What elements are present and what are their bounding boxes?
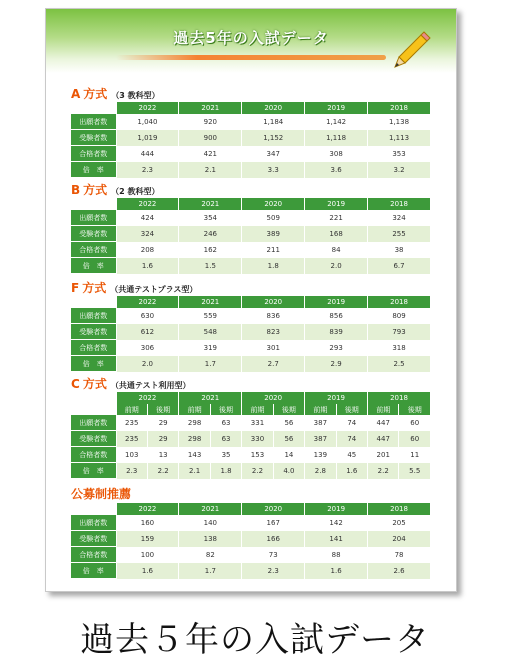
row-label: 受験者数: [71, 324, 116, 340]
value-cell: 2.3: [116, 463, 147, 479]
value-cell: 211: [242, 242, 305, 258]
value-cell: 35: [210, 447, 241, 463]
row-label: 受験者数: [71, 431, 116, 447]
value-cell: 324: [116, 226, 179, 242]
section-b-title: [71, 181, 160, 198]
year-cell: 2022: [116, 392, 179, 404]
value-cell: 3.6: [305, 162, 368, 178]
value-cell: 73: [242, 547, 305, 563]
value-cell: 45: [336, 447, 367, 463]
value-cell: 1.7: [179, 563, 242, 579]
year-cell: 2022: [116, 198, 179, 210]
row-label: 倍 率: [71, 258, 116, 274]
value-cell: 1,019: [116, 130, 179, 146]
value-cell: 2.0: [116, 356, 179, 372]
value-cell: 1,113: [368, 130, 431, 146]
value-cell: 330: [242, 431, 273, 447]
section-recommendation-title: [71, 485, 131, 502]
value-cell: 63: [210, 431, 241, 447]
row-label: 倍 率: [71, 162, 116, 178]
value-cell: 389: [242, 226, 305, 242]
value-cell: 246: [179, 226, 242, 242]
value-cell: 1.6: [336, 463, 367, 479]
section-subtitle: （2 教科型）: [111, 187, 160, 196]
section-c-table: [71, 392, 431, 479]
value-cell: 354: [179, 210, 242, 226]
value-cell: 793: [368, 324, 431, 340]
value-cell: 103: [116, 447, 147, 463]
section-letter: C: [71, 377, 80, 391]
section-c-title: [71, 375, 191, 392]
banner-title: 過去5年の入試データ: [173, 29, 329, 47]
table-row: [71, 431, 431, 447]
row-label: 合格者数: [71, 340, 116, 356]
table-row: [71, 463, 431, 479]
table-row: [71, 447, 431, 463]
value-cell: 1,152: [242, 130, 305, 146]
period-cell: 前期: [368, 404, 399, 415]
section-f-table: [71, 296, 431, 372]
value-cell: 3.2: [368, 162, 431, 178]
value-cell: 205: [368, 515, 431, 531]
year-cell: 2022: [116, 296, 179, 308]
value-cell: 78: [368, 547, 431, 563]
value-cell: 839: [305, 324, 368, 340]
section-letter: B: [71, 183, 81, 197]
value-cell: 319: [179, 340, 242, 356]
section-name: 方式: [83, 183, 108, 197]
year-header-row: [71, 102, 431, 114]
year-cell: 2020: [242, 392, 305, 404]
value-cell: 509: [242, 210, 305, 226]
value-cell: 142: [305, 515, 368, 531]
value-cell: 56: [273, 415, 304, 431]
value-cell: 6.7: [368, 258, 431, 274]
year-cell: 2018: [368, 503, 431, 515]
table-row: [71, 242, 431, 258]
value-cell: 1,040: [116, 114, 179, 130]
table-row: [71, 162, 431, 178]
value-cell: 1,184: [242, 114, 305, 130]
section-a-title: [71, 85, 160, 102]
value-cell: 1,142: [305, 114, 368, 130]
value-cell: 1.5: [179, 258, 242, 274]
section-name: 公募制推薦: [71, 487, 132, 501]
value-cell: 308: [305, 146, 368, 162]
value-cell: 14: [273, 447, 304, 463]
value-cell: 387: [305, 415, 336, 431]
section-subtitle: （共通テスト利用型）: [110, 381, 191, 390]
table-row: [71, 515, 431, 531]
year-cell: 2019: [305, 102, 368, 114]
value-cell: 74: [336, 415, 367, 431]
value-cell: 548: [179, 324, 242, 340]
year-cell: 2020: [242, 102, 305, 114]
row-label: 出願者数: [71, 308, 116, 324]
section-f-title: [71, 279, 197, 296]
section-a-table: [71, 102, 431, 178]
value-cell: 444: [116, 146, 179, 162]
value-cell: 38: [368, 242, 431, 258]
value-cell: 447: [368, 415, 399, 431]
period-cell: 前期: [116, 404, 147, 415]
section-subtitle: （共通テストプラス型）: [110, 285, 198, 294]
value-cell: 298: [179, 431, 210, 447]
value-cell: 160: [116, 515, 179, 531]
value-cell: 168: [305, 226, 368, 242]
value-cell: 4.0: [273, 463, 304, 479]
value-cell: 2.3: [116, 162, 179, 178]
table-row: [71, 146, 431, 162]
value-cell: 208: [116, 242, 179, 258]
year-cell: 2019: [305, 392, 368, 404]
value-cell: 353: [368, 146, 431, 162]
value-cell: 2.7: [242, 356, 305, 372]
year-cell: 2018: [368, 392, 431, 404]
value-cell: 298: [179, 415, 210, 431]
document-sheet: [45, 8, 457, 592]
value-cell: 201: [368, 447, 399, 463]
value-cell: 347: [242, 146, 305, 162]
value-cell: 60: [399, 415, 431, 431]
value-cell: 63: [210, 415, 241, 431]
value-cell: 630: [116, 308, 179, 324]
value-cell: 1,118: [305, 130, 368, 146]
value-cell: 823: [242, 324, 305, 340]
section-name: 方式: [82, 281, 107, 295]
value-cell: 1.7: [179, 356, 242, 372]
year-cell: 2019: [305, 198, 368, 210]
period-cell: 前期: [242, 404, 273, 415]
value-cell: 1.6: [116, 563, 179, 579]
value-cell: 2.6: [368, 563, 431, 579]
value-cell: 235: [116, 415, 147, 431]
section-recommendation-table: [71, 503, 431, 579]
value-cell: 2.2: [147, 463, 178, 479]
title-banner: [46, 9, 456, 73]
row-label: 出願者数: [71, 210, 116, 226]
value-cell: 82: [179, 547, 242, 563]
value-cell: 2.2: [242, 463, 273, 479]
table-row: [71, 563, 431, 579]
year-header-row: [71, 392, 431, 404]
value-cell: 421: [179, 146, 242, 162]
value-cell: 221: [305, 210, 368, 226]
value-cell: 166: [242, 531, 305, 547]
value-cell: 809: [368, 308, 431, 324]
value-cell: 559: [179, 308, 242, 324]
year-cell: 2020: [242, 503, 305, 515]
row-label: 出願者数: [71, 515, 116, 531]
period-cell: 後期: [336, 404, 367, 415]
value-cell: 60: [399, 431, 431, 447]
period-cell: 後期: [399, 404, 431, 415]
value-cell: 141: [305, 531, 368, 547]
section-letter: A: [71, 87, 81, 101]
value-cell: 306: [116, 340, 179, 356]
period-cell: 後期: [273, 404, 304, 415]
period-cell: 前期: [305, 404, 336, 415]
year-cell: 2018: [368, 198, 431, 210]
year-cell: 2021: [179, 296, 242, 308]
row-label: 合格者数: [71, 146, 116, 162]
value-cell: 3.3: [242, 162, 305, 178]
table-row: [71, 324, 431, 340]
value-cell: 836: [242, 308, 305, 324]
value-cell: 2.1: [179, 463, 210, 479]
row-label: 合格者数: [71, 242, 116, 258]
row-label: 倍 率: [71, 356, 116, 372]
row-label: 受験者数: [71, 226, 116, 242]
value-cell: 13: [147, 447, 178, 463]
value-cell: 318: [368, 340, 431, 356]
row-label: 合格者数: [71, 447, 116, 463]
value-cell: 612: [116, 324, 179, 340]
year-cell: 2021: [179, 503, 242, 515]
value-cell: 84: [305, 242, 368, 258]
period-cell: 後期: [210, 404, 241, 415]
table-row: [71, 114, 431, 130]
row-label: 合格者数: [71, 547, 116, 563]
row-label: 倍 率: [71, 463, 116, 479]
value-cell: 255: [368, 226, 431, 242]
table-row: [71, 340, 431, 356]
pencil-icon: [391, 27, 433, 69]
table-row: [71, 547, 431, 563]
value-cell: 2.3: [242, 563, 305, 579]
value-cell: 387: [305, 431, 336, 447]
value-cell: 2.8: [305, 463, 336, 479]
table-row: [71, 531, 431, 547]
value-cell: 301: [242, 340, 305, 356]
section-name: 方式: [82, 377, 107, 391]
value-cell: 29: [147, 415, 178, 431]
year-cell: 2018: [368, 102, 431, 114]
year-cell: 2022: [116, 503, 179, 515]
row-label: 受験者数: [71, 531, 116, 547]
value-cell: 88: [305, 547, 368, 563]
year-header-row: [71, 503, 431, 515]
table-row: [71, 226, 431, 242]
row-label: 出願者数: [71, 415, 116, 431]
value-cell: 2.0: [305, 258, 368, 274]
section-name: 方式: [83, 87, 108, 101]
value-cell: 74: [336, 431, 367, 447]
value-cell: 56: [273, 431, 304, 447]
year-cell: 2020: [242, 198, 305, 210]
table-row: [71, 415, 431, 431]
value-cell: 138: [179, 531, 242, 547]
year-cell: 2021: [179, 198, 242, 210]
value-cell: 235: [116, 431, 147, 447]
year-header-row: [71, 198, 431, 210]
value-cell: 1.8: [242, 258, 305, 274]
value-cell: 856: [305, 308, 368, 324]
value-cell: 293: [305, 340, 368, 356]
table-row: [71, 210, 431, 226]
brush-stroke: [116, 55, 386, 60]
value-cell: 139: [305, 447, 336, 463]
value-cell: 2.9: [305, 356, 368, 372]
table-row: [71, 356, 431, 372]
value-cell: 900: [179, 130, 242, 146]
year-cell: 2021: [179, 102, 242, 114]
value-cell: 324: [368, 210, 431, 226]
value-cell: 1.6: [305, 563, 368, 579]
value-cell: 2.5: [368, 356, 431, 372]
year-cell: 2020: [242, 296, 305, 308]
section-subtitle: （3 教科型）: [111, 91, 160, 100]
value-cell: 920: [179, 114, 242, 130]
value-cell: 5.5: [399, 463, 431, 479]
value-cell: 153: [242, 447, 273, 463]
year-cell: 2021: [179, 392, 242, 404]
value-cell: 11: [399, 447, 431, 463]
period-cell: 前期: [179, 404, 210, 415]
value-cell: 159: [116, 531, 179, 547]
value-cell: 331: [242, 415, 273, 431]
value-cell: 2.1: [179, 162, 242, 178]
period-header-row: [71, 404, 431, 415]
period-cell: 後期: [147, 404, 178, 415]
value-cell: 29: [147, 431, 178, 447]
section-letter: F: [71, 281, 80, 295]
year-cell: 2018: [368, 296, 431, 308]
row-label: 倍 率: [71, 563, 116, 579]
value-cell: 143: [179, 447, 210, 463]
page-caption: 過去５年の入試データ: [80, 620, 430, 660]
year-cell: 2022: [116, 102, 179, 114]
row-label: 受験者数: [71, 130, 116, 146]
table-row: [71, 308, 431, 324]
value-cell: 204: [368, 531, 431, 547]
table-row: [71, 258, 431, 274]
value-cell: 2.2: [368, 463, 399, 479]
value-cell: 424: [116, 210, 179, 226]
value-cell: 162: [179, 242, 242, 258]
section-b-table: [71, 198, 431, 274]
value-cell: 140: [179, 515, 242, 531]
year-header-row: [71, 296, 431, 308]
table-row: [71, 130, 431, 146]
value-cell: 447: [368, 431, 399, 447]
value-cell: 1.8: [210, 463, 241, 479]
value-cell: 1.6: [116, 258, 179, 274]
value-cell: 1,138: [368, 114, 431, 130]
year-cell: 2019: [305, 503, 368, 515]
row-label: 出願者数: [71, 114, 116, 130]
value-cell: 167: [242, 515, 305, 531]
value-cell: 100: [116, 547, 179, 563]
year-cell: 2019: [305, 296, 368, 308]
